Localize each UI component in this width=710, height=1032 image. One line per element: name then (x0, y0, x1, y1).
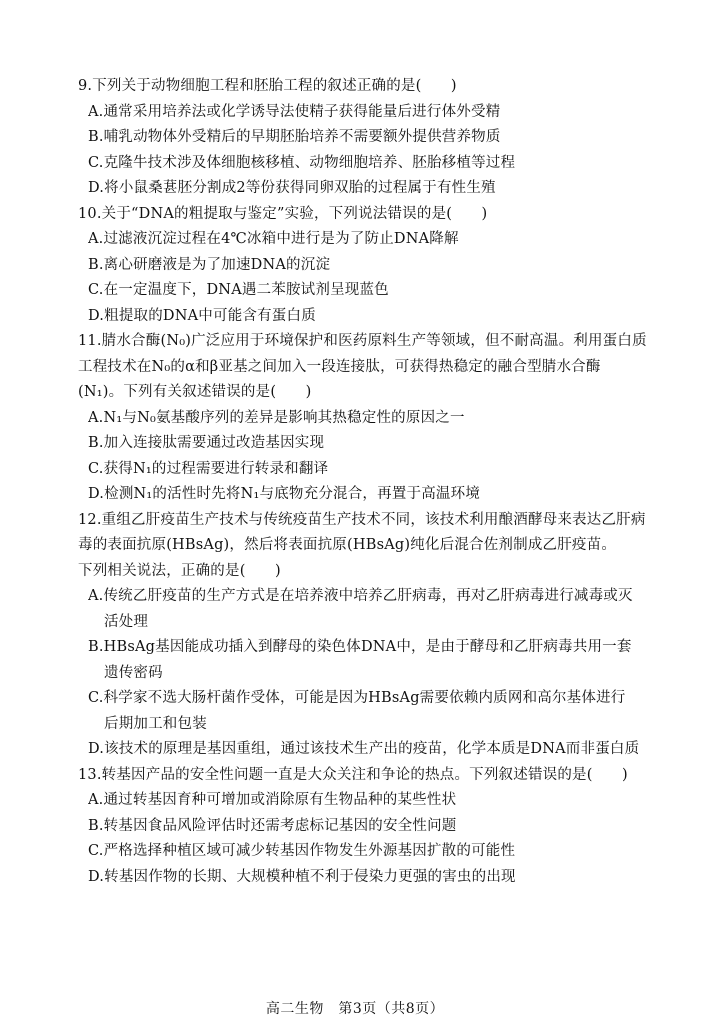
option-line: C.严格选择种植区域可减少转基因作物发生外源基因扩散的可能性 (88, 843, 516, 859)
question-stem-line: 13.转基因产品的安全性问题一直是大众关注和争论的热点。下列叙述错误的是( ) (78, 766, 628, 783)
question-9 (78, 74, 688, 202)
option-line: D.转基因作物的长期、大规模种植不利于侵染力更强的害虫的出现 (88, 868, 516, 885)
page-footer: 高二生物 第3页（共8页） (265, 1001, 445, 1017)
question-12 (78, 508, 688, 763)
option-line: A.过滤液沉淀过程在4℃冰箱中进行是为了防止DNA降解 (88, 231, 459, 247)
option-line: B.加入连接肽需要通过改造基因实现 (88, 435, 325, 451)
question-stem-line: 工程技术在N₀的α和β亚基之间加入一段连接肽，可获得热稳定的融合型腈水合酶 (78, 358, 601, 375)
question-stem-line: (N₁)。下列有关叙述错误的是( ) (78, 384, 312, 400)
option-line: C.在一定温度下，DNA遇二苯胺试剂呈现蓝色 (88, 282, 389, 298)
option-line: C.克隆牛技术涉及体细胞核移植、动物细胞培养、胚胎移植等过程 (88, 154, 516, 171)
option-line: A.N₁与N₀氨基酸序列的差异是影响其热稳定性的原因之一 (88, 409, 465, 426)
question-stem-line: 9.下列关于动物细胞工程和胚胎工程的叙述正确的是( ) (78, 78, 457, 94)
option-line: B.转基因食品风险评估时还需考虑标记基因的安全性问题 (88, 817, 457, 834)
question-stem-line: 11.腈水合酶(N₀)广泛应用于环境保护和医药原料生产等领域，但不耐高温。利用蛋白质 (78, 333, 647, 349)
option-line: 后期加工和包装 (104, 715, 207, 732)
question-stem-line: 下列相关说法，正确的是( ) (78, 562, 281, 579)
option-line: D.将小鼠桑葚胚分割成2等份获得同卵双胎的过程属于有性生殖 (88, 180, 496, 196)
option-line: D.粗提取的DNA中可能含有蛋白质 (88, 307, 316, 324)
question-list (78, 74, 688, 890)
option-line: 遗传密码 (104, 664, 163, 681)
question-stem-line: 12.重组乙肝疫苗生产技术与传统疫苗生产技术不同，该技术利用酿酒酵母来表达乙肝病 (78, 511, 646, 528)
option-line: A.通常采用培养法或化学诱导法使精子获得能量后进行体外受精 (88, 103, 501, 120)
option-line: A.传统乙肝疫苗的生产方式是在培养液中培养乙肝病毒，再对乙肝病毒进行减毒或灭 (88, 588, 633, 604)
option-line: D.检测N₁的活性时先将N₁与底物充分混合，再置于高温环境 (88, 486, 481, 502)
question-11 (78, 329, 688, 508)
option-line: D.该技术的原理是基因重组，通过该技术生产出的疫苗，化学本质是DNA而非蛋白质 (88, 741, 640, 757)
question-stem-line: 毒的表面抗原(HBsAg)，然后将表面抗原(HBsAg)纯化后混合佐剂制成乙肝疫苗。 (78, 537, 617, 553)
option-line: C.获得N₁的过程需要进行转录和翻译 (88, 460, 329, 477)
option-line: 活处理 (104, 613, 149, 630)
question-10 (78, 202, 688, 330)
option-line: B.HBsAg基因能成功插入到酵母的染色体DNA中，是由于酵母和乙肝病毒共用一套 (88, 639, 632, 655)
question-13 (78, 763, 688, 891)
question-stem-line: 10.关于“DNA的粗提取与鉴定”实验，下列说法错误的是( ) (78, 205, 488, 222)
option-line: A.通过转基因育种可增加或消除原有生物品种的某些性状 (88, 792, 457, 808)
option-line: B.离心研磨液是为了加速DNA的沉淀 (88, 256, 331, 273)
option-line: B.哺乳动物体外受精后的早期胚胎培养不需要额外提供营养物质 (88, 129, 501, 145)
option-line: C.科学家不选大肠杆菌作受体，可能是因为HBsAg需要依赖内质网和高尔基体进行 (88, 690, 626, 706)
